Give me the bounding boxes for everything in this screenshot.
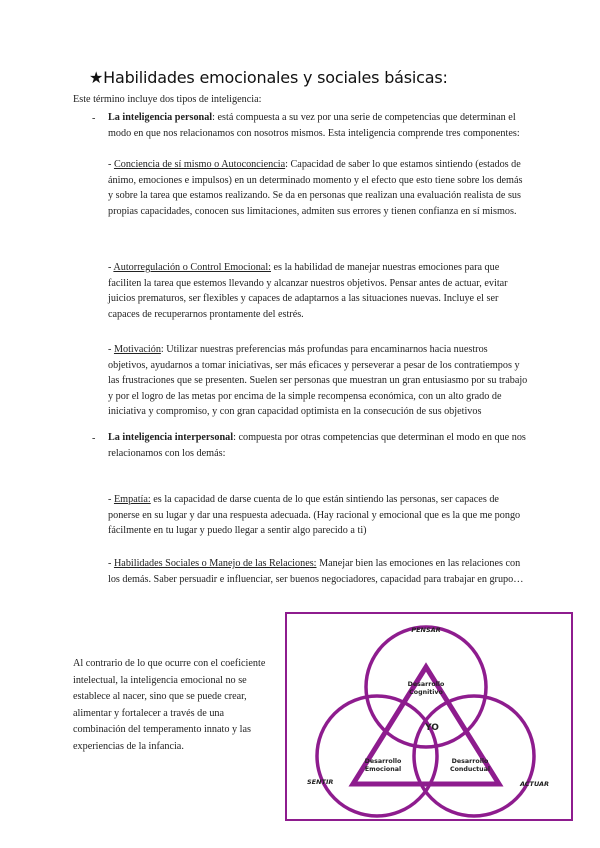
personal-intro-paragraph bbox=[108, 110, 528, 141]
component-habilidades-sociales bbox=[108, 556, 528, 587]
interpersonal-text: : compuesta por otras competencias que determinan el modo en que nos relacionamos con los demás: bbox=[108, 432, 526, 459]
bullet-dash: - bbox=[92, 433, 96, 444]
component-empatia bbox=[108, 492, 528, 539]
component-motivacion bbox=[108, 342, 528, 420]
label-sentir: SENTIR bbox=[307, 778, 334, 786]
personal-text: : está compuesta a su vez por una serie de competencias que determinan el modo en que nos relacionamos con nosotros mismos. Esta inteligencia comprende tres componentes: bbox=[108, 112, 520, 139]
label-emocional-1: Desarrollo bbox=[364, 758, 402, 765]
component-text: : Capacidad de saber lo que estamos sintiendo (estados de ánimo, emociones e impulsos) en un determinado momento y el efecto que esto tiene sobre los demás y sobre la tarea que estamos realizando. Se da en personas que realizan una evaluación realista de sus propias capacidades, conocen sus limitaciones, admiten sus errores y tienen confianza en sí mismos. bbox=[108, 159, 523, 217]
component-autorregulacion bbox=[108, 260, 528, 322]
venn-diagram bbox=[285, 612, 573, 821]
circle-sentir bbox=[317, 696, 437, 816]
label-pensar: PENSAR bbox=[411, 626, 441, 634]
component-term: Empatía: bbox=[113, 494, 151, 505]
label-cognitivo-1: Desarrollo bbox=[407, 681, 445, 688]
component-prefix: - bbox=[108, 558, 114, 569]
component-autoconciencia bbox=[108, 157, 526, 219]
component-term: Motivación bbox=[113, 344, 161, 355]
circle-actuar bbox=[414, 696, 534, 816]
component-prefix: - bbox=[108, 494, 114, 505]
component-term: Conciencia de sí mismo o Autoconciencia bbox=[113, 159, 286, 170]
component-text: es la habilidad de manejar nuestras emociones para que faciliten la tarea que estemos llevando y alcanzar nuestros objetivos. Pensar antes de actuar, evitar juicios prematuros, ser flexibles y capaces de adaptarnos a las situaciones nuevas. Incluye el ser capaces de recuperarnos prontamente del estrés. bbox=[108, 262, 508, 320]
label-emocional-2: Emocional bbox=[364, 766, 402, 773]
component-prefix: - bbox=[108, 344, 114, 355]
label-yo: YO bbox=[425, 723, 439, 733]
label-actuar: ACTUAR bbox=[519, 780, 549, 788]
interpersonal-intro-paragraph bbox=[108, 430, 528, 461]
component-text: es la capacidad de darse cuenta de lo que están sintiendo las personas, ser capaces de ponerse en su lugar y dar una respuesta adecuada. (Hay racional y emocional que es la que me pongo fácilmente en tu lugar y puedo llegar a sentir algo parecido a ti) bbox=[108, 494, 521, 537]
label-conductual-1: Desarrollo bbox=[451, 758, 489, 765]
component-prefix: - bbox=[108, 159, 114, 170]
label-conductual-2: Conductual bbox=[449, 766, 491, 773]
component-term: Habilidades Sociales o Manejo de las Relaciones: bbox=[113, 558, 317, 569]
component-prefix: - bbox=[108, 262, 114, 273]
interpersonal-heading: La inteligencia interpersonal bbox=[108, 432, 234, 443]
label-cognitivo-2: Cognitivo bbox=[409, 689, 443, 696]
personal-heading: La inteligencia personal bbox=[108, 112, 213, 123]
component-term: Autorregulación o Control Emocional: bbox=[113, 262, 271, 273]
intro-text: Este término incluye dos tipos de inteligencia: bbox=[73, 94, 262, 105]
bullet-dash: - bbox=[92, 113, 96, 124]
side-note: Al contrario de lo que ocurre con el coeficiente intelectual, la inteligencia emocional no se establece al nacer, sino que se puede crear, alimentar y fortalecer a través de una combinación del temperamento innato y las experiencias de la infancia. bbox=[73, 658, 266, 752]
page-title: ★Habilidades emocionales y sociales básicas: bbox=[89, 68, 448, 87]
component-text: Manejar bien las emociones en las relaciones con los demás. Saber persuadir e influenciar, ser buenos negociadores, capacidad para trabajar en grupo… bbox=[108, 558, 524, 585]
component-text: : Utilizar nuestras preferencias más profundas para encaminarnos hacia nuestros objetivos, ayudarnos a tomar iniciativas, ser más eficaces y perseverar a pesar de los contratiempos y las frustraciones que se presenten. Suelen ser personas que muestran un gran entusiasmo por su trabajo y por el logro de las metas por encima de la simple recompensa económica, con un alto grado de iniciativa y compromiso, y con gran capacidad optimista en la consecución de sus objetivos bbox=[108, 344, 528, 418]
